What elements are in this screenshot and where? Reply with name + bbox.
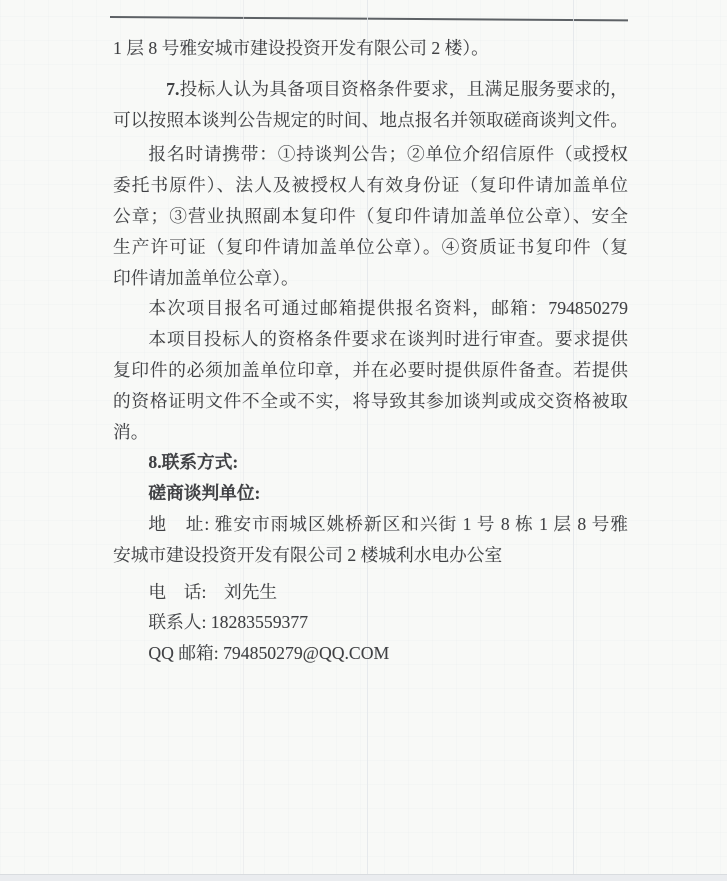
document-line (113, 324, 628, 355)
document-text: 电 话: 刘先生 (148, 581, 278, 602)
document-line (113, 478, 628, 509)
document-text: 报名时请携带：①持谈判公告；②单位介绍信原件（或授权 (148, 144, 628, 165)
document-text: 可以按照本谈判公告规定的时间、地点报名并领取磋商谈判文件。 (113, 109, 628, 130)
document-line (113, 170, 628, 201)
document-text: 复印件的必须加盖单位印章，并在必要时提供原件备查。若提供 (113, 359, 628, 380)
page-top-rule (110, 16, 628, 21)
document-line (113, 74, 628, 105)
document-text: 1 层 8 号雅安城市建设投资开发有限公司 2 楼）。 (113, 38, 489, 58)
document-line (113, 540, 628, 571)
document-body (113, 33, 628, 669)
document-text: 地 址: 雅安市雨城区姚桥新区和兴街 1 号 8 栋 1 层 8 号雅 (148, 513, 628, 534)
document-line (113, 638, 628, 669)
document-line (113, 417, 628, 448)
document-line (113, 577, 628, 608)
document-text: 消。 (113, 421, 149, 442)
document-line (113, 33, 628, 64)
page-bottom-edge (0, 874, 727, 881)
document-line (113, 509, 628, 540)
document-line (113, 293, 628, 324)
document-text: 投标人认为具备项目资格条件要求，且满足服务要求的， (179, 78, 628, 99)
document-text: 委托书原件）、法人及被授权人有效身份证（复印件请加盖单位 (113, 175, 628, 196)
document-line (113, 386, 628, 417)
document-line (113, 105, 628, 136)
document-text: QQ 邮箱: 794850279@QQ.COM (148, 643, 390, 664)
document-text: 印件请加盖单位公章）。 (113, 267, 299, 288)
document-text-bold: 磋商谈判单位: (148, 483, 261, 504)
document-text: 本次项目报名可通过邮箱提供报名资料，邮箱：794850279 (148, 298, 628, 319)
document-text-bold: 7. (166, 78, 180, 99)
document-line (113, 355, 628, 386)
document-line (113, 447, 628, 478)
document-line (113, 263, 628, 294)
document-text: 公章；③营业执照副本复印件（复印件请加盖单位公章）、安全 (113, 205, 628, 226)
document-text: 本项目投标人的资格条件要求在谈判时进行审查。要求提供 (148, 329, 628, 350)
document-line (113, 607, 628, 638)
document-line (113, 232, 628, 263)
document-text: 的资格证明文件不全或不实，将导致其参加谈判或成交资格被取 (113, 390, 628, 411)
document-line (113, 201, 628, 232)
document-text: 联系人: 18283559377 (148, 612, 309, 633)
document-line (113, 139, 628, 170)
document-text-bold: 8.联系方式: (148, 452, 239, 473)
document-text: 安城市建设投资开发有限公司 2 楼城利水电办公室 (113, 544, 503, 565)
document-text: 生产许可证（复印件请加盖单位公章）。④资质证书复印件（复 (113, 236, 628, 257)
